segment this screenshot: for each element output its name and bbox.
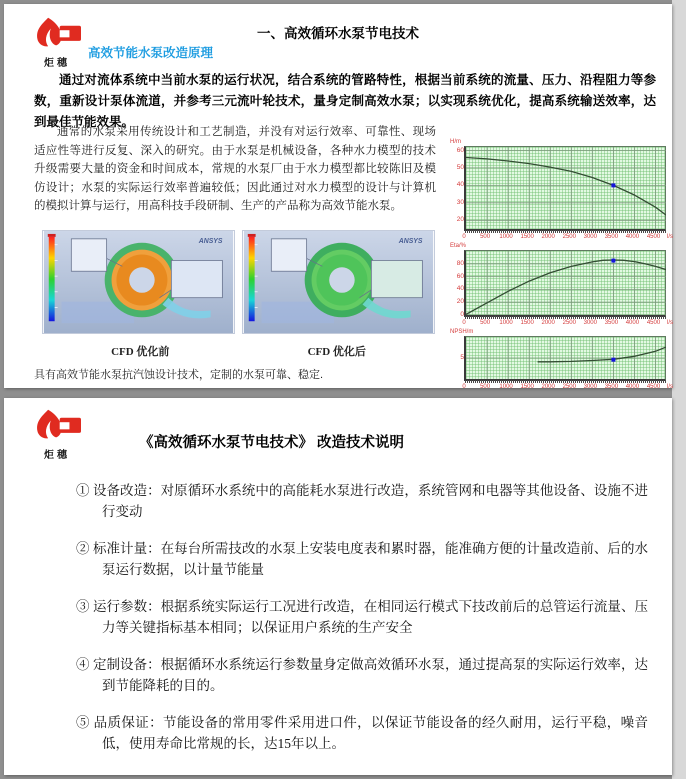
tech-notes-list xyxy=(76,480,648,770)
y-tick-label: 40 xyxy=(456,181,464,189)
x-tick-label: 1500 xyxy=(520,234,534,240)
x-tick-label: 1000 xyxy=(499,234,513,240)
x-tick-label: 500 xyxy=(480,234,491,240)
company-logo xyxy=(28,408,86,461)
curve-plot xyxy=(466,147,666,229)
cfd-captions xyxy=(42,343,435,359)
y-tick-label: 40 xyxy=(456,285,464,293)
y-tick-label: 60 xyxy=(456,146,464,154)
x-tick-label: 500 xyxy=(480,384,491,390)
x-tick-label: 1000 xyxy=(499,320,513,326)
x-tick-label: 2000 xyxy=(541,234,555,240)
x-tick-label: 4500 xyxy=(646,320,661,326)
ansys-watermark: ANSYS xyxy=(198,237,223,245)
y-tick-label: 20 xyxy=(456,216,464,224)
y-tick-label: 30 xyxy=(456,198,464,206)
flame-logo-icon xyxy=(29,408,85,440)
x-tick-label: 1500 xyxy=(520,320,534,326)
duty-point-marker xyxy=(611,358,615,362)
page-title: 一、高效循环水泵节电技术 xyxy=(257,26,419,41)
duty-point-marker xyxy=(611,259,615,263)
x-tick-label: 4000 xyxy=(625,384,640,390)
page-title: 《高效循环水泵节电技术》 改造技术说明 xyxy=(139,435,405,451)
y-tick-label: 20 xyxy=(456,298,464,306)
y-tick-label: 0 xyxy=(460,311,464,318)
y-tick-label: 50 xyxy=(456,163,464,171)
x-tick-label: 4000 xyxy=(625,320,640,326)
x-tick-label: 2500 xyxy=(562,234,576,240)
list-item: ③ 运行参数：根据系统实际运行工况进行改造，在相同运行模式下技改前后的总管运行流量、压力等关键指标基本相同；以保证用户系统的生产安全 xyxy=(76,599,648,635)
x-axis-labels xyxy=(462,317,673,327)
x-tick-label: 0 xyxy=(462,234,466,240)
x-tick-label: 3500 xyxy=(604,234,619,240)
x-tick-label: 4500 xyxy=(646,384,661,390)
pump-curve xyxy=(466,158,666,216)
x-tick-label: 1000 xyxy=(499,384,513,390)
list-item: ⑤ 品质保证：节能设备的常用零件采用进口件，以保证节能设备的经久耐用，运行平稳，噪音低，使用寿命比常规的长，达15年以上。 xyxy=(76,715,648,751)
x-tick-label: 3500 xyxy=(604,384,619,390)
page-1 xyxy=(4,4,672,388)
section-subtitle: 高效节能水泵改造原理 xyxy=(88,46,214,60)
x-tick-label: 3500 xyxy=(604,320,619,326)
x-axis-labels xyxy=(462,381,673,391)
y-axis-label: Eta/% xyxy=(450,243,467,249)
cfd-before-caption: CFD 优化前 xyxy=(111,346,170,358)
y-axis-label: H/m xyxy=(450,139,461,145)
head-curve-chart xyxy=(448,139,673,241)
lead-paragraph: 通过对流体系统中当前水泵的运行状况，结合系统的管路特性，根据当前系统的流量、压力、沿程阻力等参数，重新设计泵体流道，并参考三元流叶轮技术，量身定制高效水泵；以实现系统优化，提高系统输送效率，达到最佳节能效果。 xyxy=(34,73,656,129)
list-item: ④ 定制设备：根据循环水系统运行参数量身定做高效循环水泵，通过提高泵的实际运行效率，达到节能降耗的目的。 xyxy=(76,657,648,693)
npsh-curve-chart xyxy=(448,329,673,391)
x-tick-label: 3000 xyxy=(583,234,597,240)
y-tick-label: 80 xyxy=(456,259,464,267)
cfd-after-caption: CFD 优化后 xyxy=(307,346,366,358)
x-tick-label: 2000 xyxy=(541,320,555,326)
y-axis-label: NPSH/m xyxy=(450,329,474,335)
y-tick-label: 5 xyxy=(460,354,464,361)
x-axis-labels xyxy=(462,231,673,241)
x-axis-unit: l/s xyxy=(667,234,673,240)
x-tick-label: 3000 xyxy=(583,384,597,390)
x-tick-label: 3000 xyxy=(583,320,597,326)
plot-area xyxy=(450,139,666,231)
x-tick-label: 1500 xyxy=(520,384,534,390)
curve-plot xyxy=(466,337,666,379)
pump-curve xyxy=(466,260,666,314)
duty-point-marker xyxy=(611,183,615,187)
x-tick-label: 500 xyxy=(480,320,491,326)
page-2 xyxy=(4,398,672,775)
y-tick-label: 60 xyxy=(456,272,464,280)
logo-text: 炬穗 xyxy=(44,58,70,69)
ansys-watermark: ANSYS xyxy=(398,237,423,245)
curve-plot xyxy=(466,251,666,315)
x-tick-label: 0 xyxy=(462,320,466,326)
logo-text: 炬穗 xyxy=(44,450,70,461)
x-tick-label: 2500 xyxy=(562,320,576,326)
x-axis-unit: l/s xyxy=(667,384,673,390)
pump-curve xyxy=(538,347,666,362)
efficiency-curve-chart xyxy=(448,243,673,327)
plot-area xyxy=(450,329,666,381)
cfd-image-before xyxy=(42,230,235,334)
footer-note: 具有高效节能水泵抗汽蚀设计技术，定制的水泵可靠、稳定. xyxy=(34,369,324,381)
plot-area xyxy=(450,243,666,318)
cfd-image-after xyxy=(242,230,435,334)
x-tick-label: 4000 xyxy=(625,234,640,240)
cfd-figures xyxy=(42,230,435,334)
body-paragraph: 通常的水泵采用传统设计和工艺制造，并没有对运行效率、可靠性、现场适应性等进行反复、深入的研究。由于水泵是机械设备，各种水力模型的技术升级需要大量的资金和时间成本，常规的水泵厂由于水力模型都比较陈旧及模仿设计；水泵的实际运行效率普遍较低；因此通过对水力模型的设计与计算机的模拟计算与运行，用高科技手段研制、生产的产品称为高效节能水泵。 xyxy=(34,126,436,212)
x-axis-unit: l/s xyxy=(667,320,673,326)
pump-curves-panel xyxy=(448,139,673,400)
x-tick-label: 2000 xyxy=(541,384,555,390)
x-tick-label: 2500 xyxy=(562,384,576,390)
x-tick-label: 0 xyxy=(462,384,466,390)
list-item: ① 设备改造：对原循环水系统中的高能耗水泵进行改造，系统管网和电器等其他设备、设施不进行变动 xyxy=(76,483,648,519)
list-item: ② 标准计量：在每台所需技改的水泵上安装电度表和累时器，能准确方便的计量改造前、后的水泵运行数据，以计量节能量 xyxy=(76,541,648,577)
x-tick-label: 4500 xyxy=(646,234,661,240)
